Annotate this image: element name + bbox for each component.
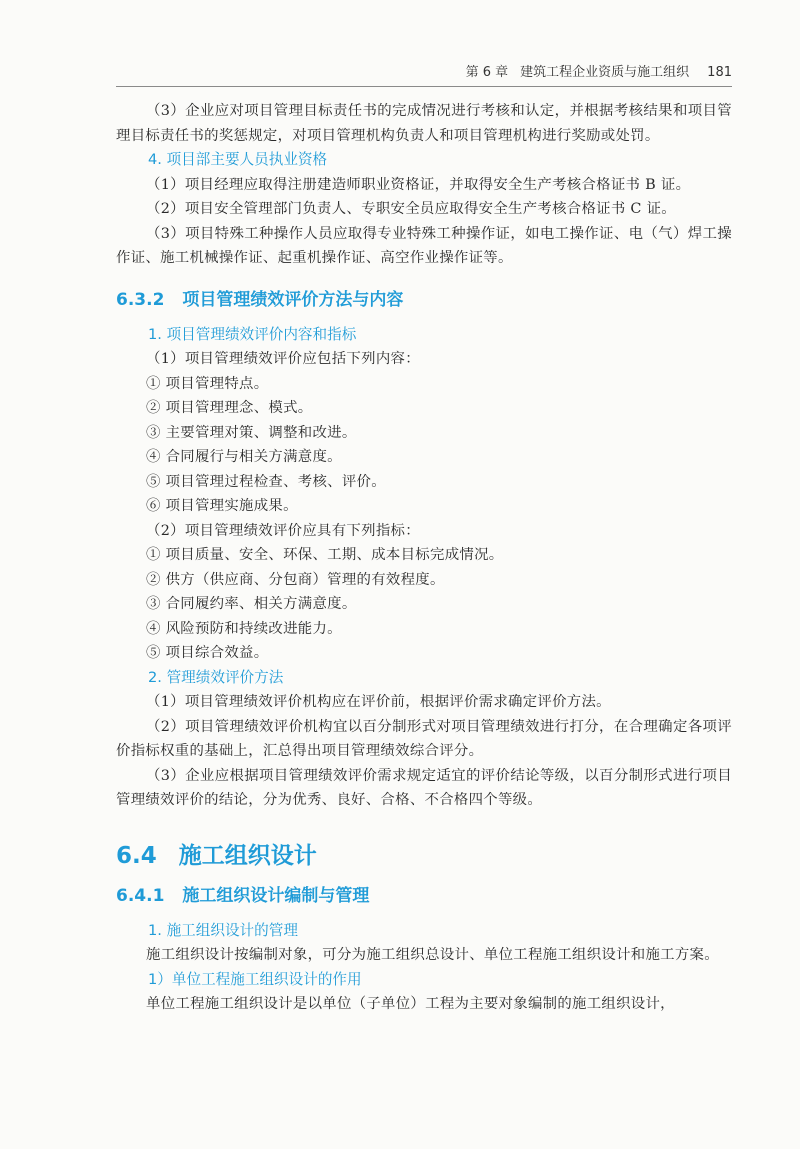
section-heading-6-4 [116, 839, 732, 873]
subsection-heading: 1. 项目管理绩效评价内容和指标 [148, 325, 357, 343]
chapter-number: 第 6 章 [465, 65, 509, 80]
list-item: ② 项目管理理念、模式。 [146, 400, 313, 416]
subsection-heading: 1）单位工程施工组织设计的作用 [148, 970, 362, 988]
list-item: ① 项目管理特点。 [146, 375, 269, 392]
chapter-title: 建筑工程企业资质与施工组织 [520, 65, 690, 80]
section-number: 6.4 [116, 842, 157, 869]
list-item: （3）企业应根据项目管理绩效评价需求规定适宜的评价结论等级，以百分制形式进行项目管理绩效评价的结论，分为优秀、良好、合格、不合格四个等级。 [116, 767, 732, 808]
list-item: ③ 主要管理对策、调整和改进。 [146, 424, 357, 441]
section-title: 项目管理绩效评价方法与内容 [182, 289, 404, 310]
list-item: ⑤ 项目管理过程检查、考核、评价。 [146, 473, 386, 490]
list-item: ④ 合同履行与相关方满意度。 [146, 449, 342, 465]
section-title: 施工组织设计编制与管理 [182, 885, 370, 906]
section-heading-6-3-2 [116, 287, 732, 313]
list-item: ⑤ 项目综合效益。 [146, 645, 269, 661]
list-item: （1）项目经理应取得注册建造师职业资格证，并取得安全生产考核合格证书 B 证。 [146, 176, 691, 193]
paragraph: 单位工程施工组织设计是以单位（子单位）工程为主要对象编制的施工组织设计， [146, 996, 675, 1012]
list-item: （2）项目管理绩效评价机构宜以百分制形式对项目管理绩效进行打分，在合理确定各项评价指标权重的基础上，汇总得出项目管理绩效综合评分。 [116, 718, 732, 759]
paragraph: 施工组织设计按编制对象，可分为施工组织总设计、单位工程施工组织设计和施工方案。 [146, 947, 719, 963]
section-heading-6-4-1 [116, 883, 732, 909]
list-item: （3）项目特殊工种操作人员应取得专业特殊工种操作证，如电工操作证、电（气）焊工操作证、施工机械操作证、起重机操作证、高空作业操作证等。 [116, 225, 732, 266]
section-title: 施工组织设计 [178, 842, 317, 869]
page-body [116, 99, 732, 1017]
list-item: ② 供方（供应商、分包商）管理的有效程度。 [146, 571, 445, 588]
header-rule [116, 86, 732, 87]
list-item: （1）项目管理绩效评价机构应在评价前，根据评价需求确定评价方法。 [146, 694, 611, 710]
list-item: （1）项目管理绩效评价应包括下列内容： [146, 351, 420, 367]
list-item: ① 项目质量、安全、环保、工期、成本目标完成情况。 [146, 547, 504, 563]
subsection-heading: 2. 管理绩效评价方法 [148, 668, 284, 686]
list-item: ⑥ 项目管理实施成果。 [146, 498, 298, 514]
running-header [116, 64, 732, 82]
list-item: （2）项目管理绩效评价应具有下列指标： [146, 522, 420, 539]
section-number: 6.4.1 [116, 885, 165, 906]
list-item: ④ 风险预防和持续改进能力。 [146, 620, 342, 637]
subsection-heading: 4. 项目部主要人员执业资格 [148, 151, 328, 168]
paragraph: （3）企业应对项目管理目标责任书的完成情况进行考核和认定，并根据考核结果和项目管理目标责任书的奖惩规定，对项目管理机构负责人和项目管理机构进行奖励或处罚。 [116, 103, 732, 144]
section-number: 6.3.2 [116, 289, 165, 310]
page-number: 181 [707, 65, 732, 80]
list-item: ③ 合同履约率、相关方满意度。 [146, 596, 357, 612]
subsection-heading: 1. 施工组织设计的管理 [148, 921, 298, 939]
list-item: （2）项目安全管理部门负责人、专职安全员应取得安全生产考核合格证书 C 证。 [146, 201, 676, 217]
